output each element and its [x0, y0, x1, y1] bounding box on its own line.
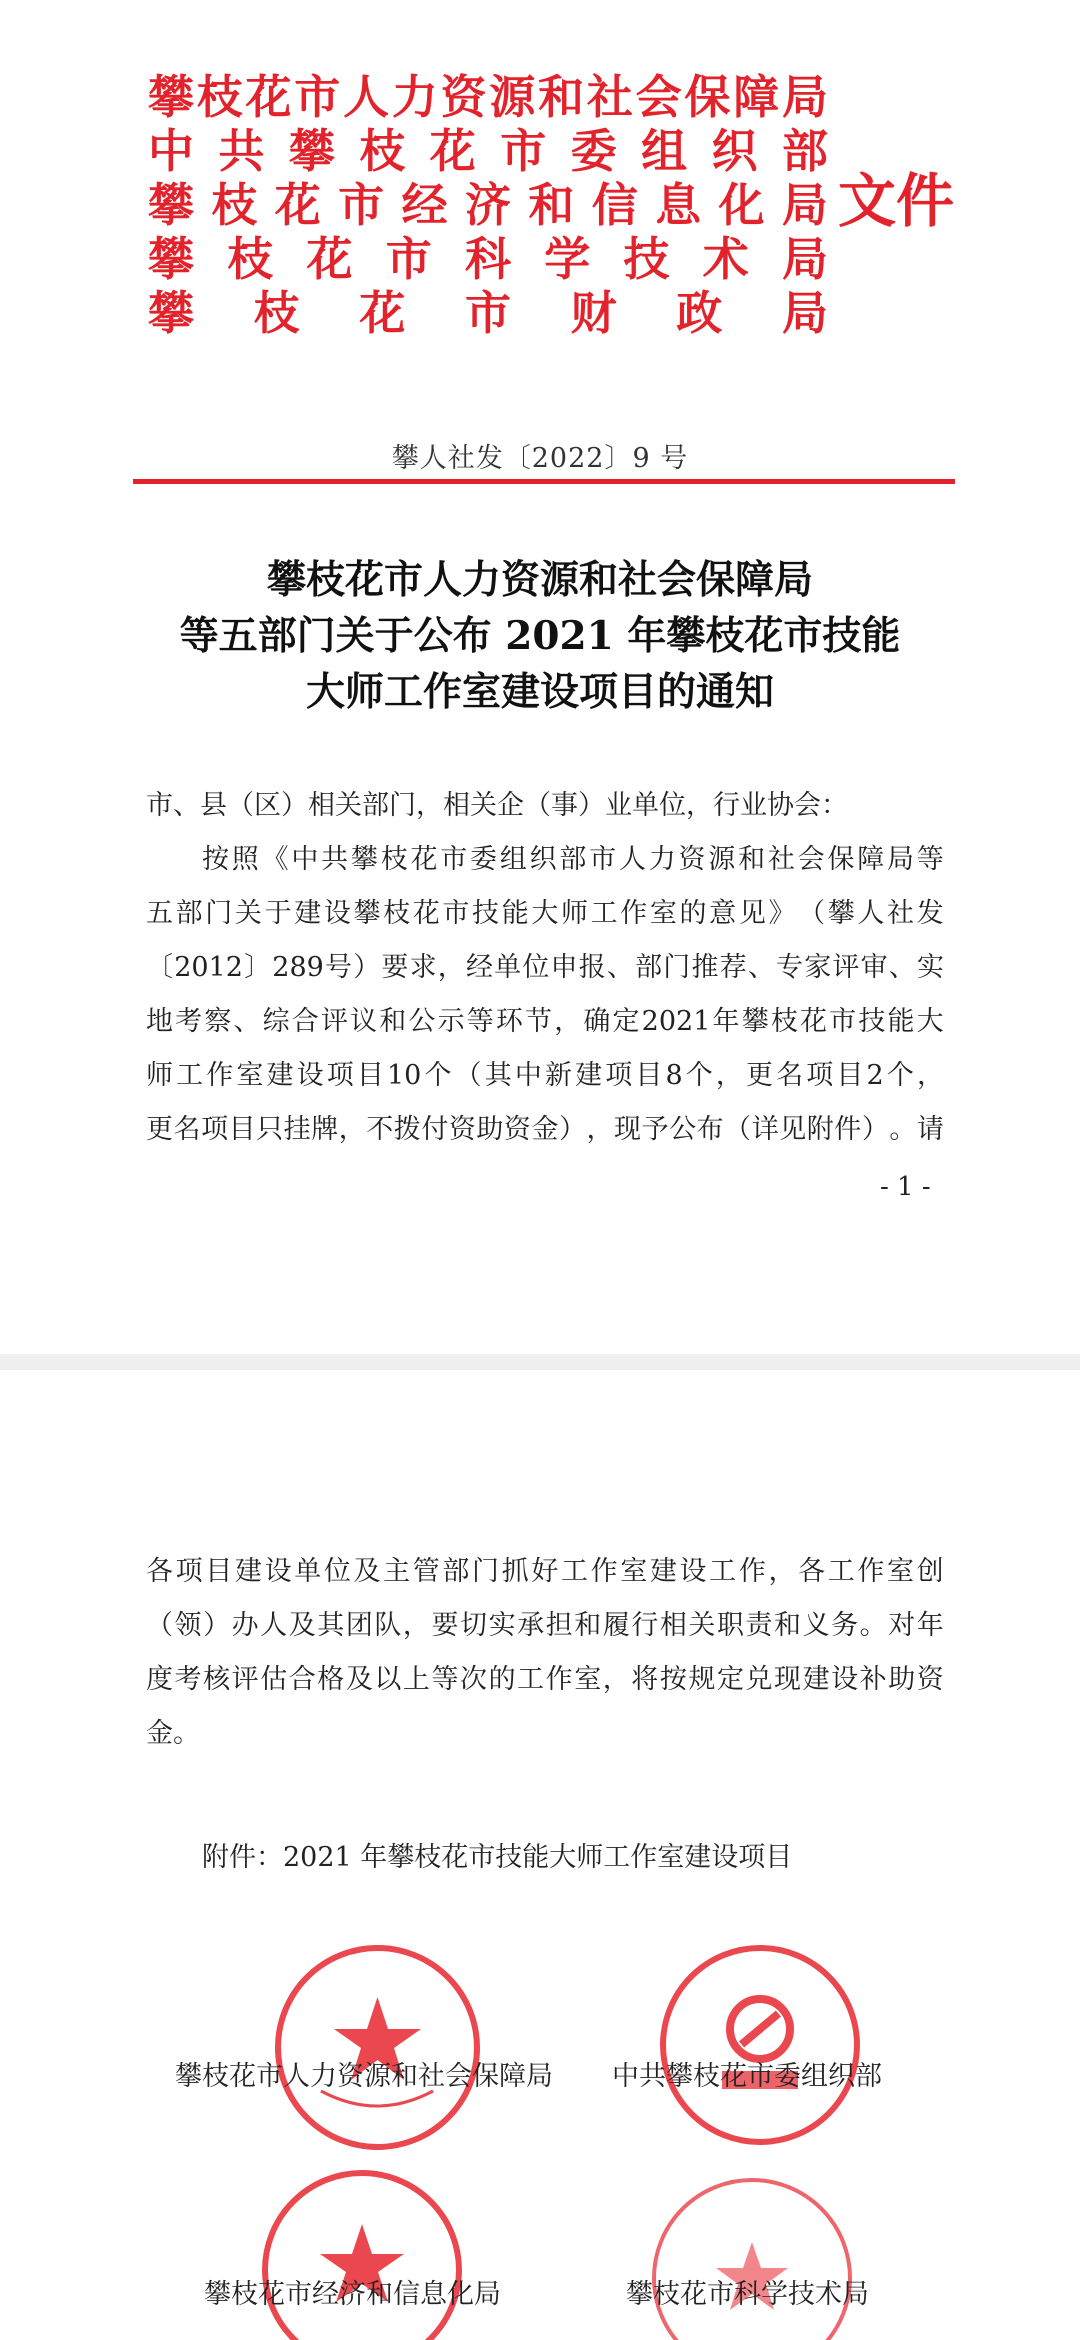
addressee: 市、县（区）相关部门，相关企（事）业单位，行业协会： [146, 790, 848, 821]
title-line: 大师工作室建设项目的通知 [305, 669, 774, 715]
seal-hrss-stamp [275, 1945, 480, 2150]
issuer-line: 攀 枝 花 市 科 学 技 术 局 [148, 232, 828, 286]
signatory-science-bureau: 攀枝花市科学技术局 [626, 2279, 869, 2310]
document-type-label: 文件 [838, 167, 955, 235]
issuer-line: 攀 枝 花 市 经 济 和 信 息 化 局 [148, 178, 828, 232]
issuer-line: 攀 枝 花 市 财 政 局 [148, 286, 828, 340]
issuer-line: 中 共 攀 枝 花 市 委 组 织 部 [148, 124, 828, 178]
paragraph-line: 各 项 目 建 设 单 位 及 主 管 部 门 抓 好 工 作 室 建 设 工 作 ， 各 工 作 室 创 [146, 1556, 944, 1587]
paragraph-line: 更 名 项 目 只 挂 牌 ， 不 拨 付 资 助 资 金 ） ， 现 予 公 布 （ 详 见 附 件 ） 。 请 [146, 1114, 944, 1145]
paragraph-line: 师 工 作 室 建 设 项 目 10 个 （ 其 中 新 建 项 目 8 个 ， 更 名 项 目 2 个 ， [146, 1060, 944, 1091]
attachment-note [146, 1831, 944, 1885]
body-text [146, 779, 944, 1157]
title-line: 攀枝花市人力资源和社会保障局 [266, 557, 813, 603]
document-number: 攀人社发〔2022〕9 号 [391, 443, 689, 474]
paragraph-line: 度 考 核 评 估 合 格 及 以 上 等 次 的 工 作 室 ， 将 按 规 定 兑 现 建 设 补 助 资 [146, 1664, 944, 1695]
seal-party-committee-stamp [660, 1945, 860, 2145]
paragraph-line: （ 领 ） 办 人 及 其 团 队 ， 要 切 实 承 担 和 履 行 相 关 职 责 和 义 务 。 对 年 [146, 1610, 944, 1641]
seal-economy-bureau-stamp [262, 2170, 462, 2340]
page-number: - 1 - [880, 1172, 931, 1202]
paragraph-line: 金。 [146, 1718, 200, 1749]
paragraph-line: 五 部 门 关 于 建 设 攀 枝 花 市 技 能 大 师 工 作 室 的 意 见 》 （ 攀 人 社 发 [146, 898, 944, 929]
document-title [0, 552, 1080, 720]
paragraph-line: 地 考 察 、 综 合 评 议 和 公 示 等 环 节 ， 确 定 2021 年 攀 枝 花 市 技 能 大 [146, 1006, 944, 1037]
signatory-party-committee: 中共攀枝花市委组织部 [612, 2061, 882, 2092]
body-text-continued [146, 1545, 944, 1761]
attachment-line: 附件：2021 年攀枝花市技能大师工作室建设项目 [202, 1842, 793, 1873]
paragraph-line: 〔 2012 〕 289 号 ） 要 求 ， 经 单 位 申 报 、 部 门 推 荐 、 专 家 评 审 、 实 [146, 952, 944, 983]
signatory-economy-bureau: 攀枝花市经济和信息化局 [204, 2279, 501, 2310]
signatory-hrss: 攀枝花市人力资源和社会保障局 [175, 2061, 553, 2092]
paragraph-line: 按 照 《 中 共 攀 枝 花 市 委 组 织 部 市 人 力 资 源 和 社 会 保 障 局 等 [202, 844, 944, 875]
issuing-authorities [148, 70, 828, 340]
red-divider [133, 479, 955, 484]
title-line: 等五部门关于公布 2021 年攀枝花市技能 [179, 613, 901, 659]
issuer-line: 攀 枝 花 市 人 力 资 源 和 社 会 保 障 局 [148, 70, 828, 124]
seal-science-bureau-stamp [652, 2178, 852, 2340]
document-page-2 [0, 1370, 1080, 2340]
